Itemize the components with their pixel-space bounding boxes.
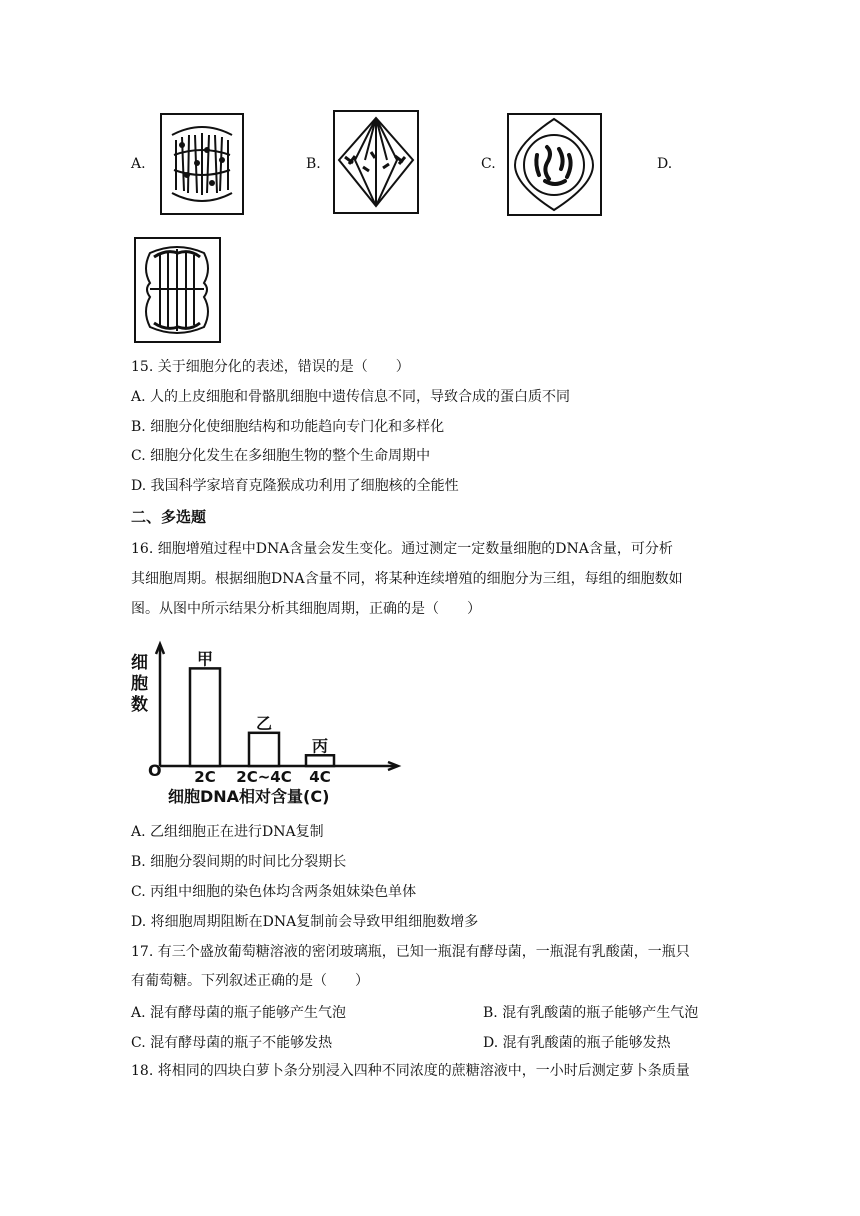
q17-stem-line1: 17. 有三个盛放葡萄糖溶液的密闭玻璃瓶，已知一瓶混有酵母菌，一瓶混有乳酸菌，一瓶只 — [131, 944, 690, 960]
x-tick-label: 2C — [194, 768, 216, 786]
q18-stem-line1: 18. 将相同的四块白萝卜条分别浸入四种不同浓度的蔗糖溶液中，一小时后测定萝卜条质量 — [131, 1063, 690, 1079]
origin-label: O — [148, 761, 162, 780]
q17-option-c: C. 混有酵母菌的瓶子不能够发热 — [131, 1035, 333, 1051]
q16-option-a: A. 乙组细胞正在进行DNA复制 — [131, 824, 324, 840]
y-axis-label: 细 — [131, 653, 148, 673]
option-c-label: C. — [481, 156, 496, 172]
q16-option-b: B. 细胞分裂间期的时间比分裂期长 — [131, 854, 347, 870]
bar-name-label: 甲 — [196, 649, 214, 669]
q16-stem-line3: 图。从图中所示结果分析其细胞周期，正确的是（ ） — [131, 601, 481, 617]
dna-content-bar-chart — [118, 630, 408, 810]
x-tick-label: 4C — [309, 768, 331, 786]
option-d-label: D. — [657, 156, 673, 172]
q16-stem-line2: 其细胞周期。根据细胞DNA含量不同，将某种连续增殖的细胞分为三组，每组的细胞数如 — [131, 571, 683, 587]
q16-stem-line1: 16. 细胞增殖过程中DNA含量会发生变化。通过测定一定数量细胞的DNA含量，可分析 — [131, 541, 673, 557]
bar-name-label: 乙 — [255, 713, 273, 733]
y-axis-label: 数 — [131, 695, 148, 715]
q17-option-b: B. 混有乳酸菌的瓶子能够产生气泡 — [483, 1005, 699, 1021]
q16-option-c: C. 丙组中细胞的染色体均含两条姐妹染色单体 — [131, 884, 417, 900]
q15-option-b: B. 细胞分化使细胞结构和功能趋向专门化和多样化 — [131, 419, 445, 435]
bar — [249, 733, 279, 766]
cell-figure-d — [134, 237, 221, 343]
x-axis-label: 细胞DNA相对含量(C) — [168, 787, 330, 806]
bar — [306, 755, 334, 766]
q15-stem: 15. 关于细胞分化的表述，错误的是（ ） — [131, 359, 410, 375]
q16-option-d: D. 将细胞周期阻断在DNA复制前会导致甲组细胞数增多 — [131, 914, 479, 930]
cell-figure-b — [333, 110, 419, 214]
q17-option-a: A. 混有酵母菌的瓶子能够产生气泡 — [131, 1005, 347, 1021]
cell-figure-a — [160, 113, 244, 215]
q17-stem-line2: 有葡萄糖。下列叙述正确的是（ ） — [131, 973, 369, 989]
option-a-label: A. — [131, 156, 146, 172]
bar-name-label: 丙 — [311, 736, 329, 756]
cell-figure-c — [507, 113, 602, 216]
option-b-label: B. — [306, 156, 321, 172]
q15-option-a: A. 人的上皮细胞和骨骼肌细胞中遗传信息不同，导致合成的蛋白质不同 — [131, 389, 571, 405]
x-tick-label: 2C~4C — [236, 768, 292, 786]
bar — [190, 668, 220, 766]
q15-option-c: C. 细胞分化发生在多细胞生物的整个生命周期中 — [131, 448, 431, 464]
y-axis-label: 胞 — [131, 674, 148, 694]
q17-option-d: D. 混有乳酸菌的瓶子能够发热 — [483, 1035, 671, 1051]
q15-option-d: D. 我国科学家培育克隆猴成功利用了细胞核的全能性 — [131, 478, 459, 494]
section-heading: 二、多选题 — [131, 508, 207, 526]
